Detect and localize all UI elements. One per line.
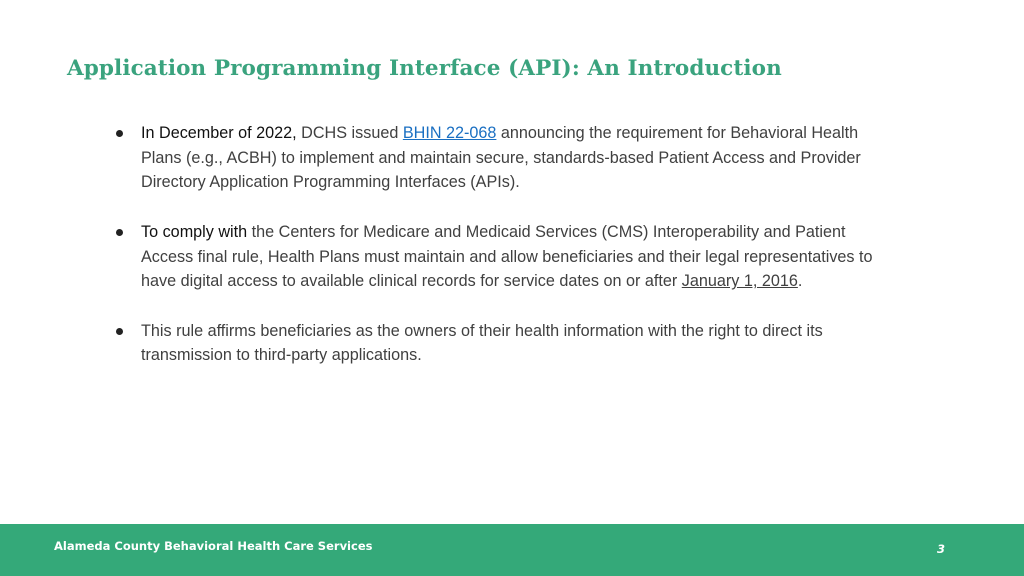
bullet-text: announcing the requirement for Behavioral Health Plans (e.g., ACBH) to implement and maintain secure, standards-based Patient Access and Provider Directory Application Programming Interfaces (APIs). <box>141 124 861 192</box>
bullet-lead-text: To comply with <box>141 222 248 241</box>
bullet-dot-icon <box>116 328 123 335</box>
footer-organization: Alameda County Behavioral Health Care Services <box>54 539 373 553</box>
date-text: January 1, 2016 <box>681 272 798 291</box>
bullet-dot-icon <box>116 229 123 236</box>
bullet-lead-text: In December of 2022, <box>141 124 297 142</box>
bullet-item <box>141 220 891 294</box>
bullet-list <box>141 121 891 368</box>
footer-bar <box>0 524 1024 576</box>
bullet-item <box>141 121 891 195</box>
bullet-item <box>141 319 891 368</box>
bullet-text: . <box>797 272 803 291</box>
bullet-text: This rule affirms beneficiaries as the owners of their health information with the right to direct its transmission to third-party applications. <box>141 321 823 365</box>
bullet-text: the Centers for Medicare and Medicaid Services (CMS) Interoperability and Patient Access final rule, Health Plans must maintain and allow beneficiaries and their legal representatives to have digital access to available clinical records for service dates on or after <box>141 222 873 291</box>
slide-title: Application Programming Interface (API): An Introduction <box>67 56 782 81</box>
bullet-dot-icon <box>116 130 123 137</box>
page-number: 3 <box>937 542 946 556</box>
bullet-text: DCHS issued <box>296 124 403 142</box>
bhin-link[interactable]: BHIN 22-068 <box>402 124 497 142</box>
